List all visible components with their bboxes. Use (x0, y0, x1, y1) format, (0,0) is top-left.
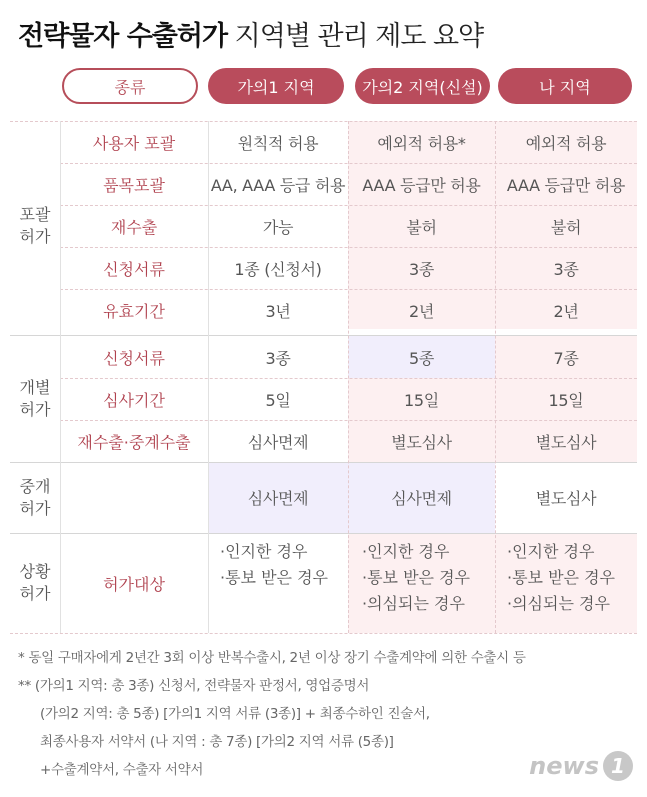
table-cell: 5종 (408, 348, 435, 368)
table-cell: 3종 (265, 348, 291, 368)
row-label: 재수출·중계수출 (77, 432, 191, 452)
footnote: * 동일 구매자에게 2년간 3회 이상 반복수출시, 2년 이상 장기 수출계약에 의한 수출시 등 (18, 650, 526, 666)
row-label: 허가대상 (103, 574, 165, 594)
header-region3: 나 지역 (498, 68, 632, 104)
footnotes (18, 644, 526, 784)
table-cell: 심사면제 (247, 432, 309, 452)
table-cell: 3년 (265, 301, 291, 321)
group-label-situation: 상황 허가 (19, 562, 51, 603)
group-label-comprehensive: 포괄 허가 (19, 205, 51, 246)
row-label (60, 462, 208, 533)
bullet-item: ·통보 받은 경우 (362, 568, 470, 587)
table-cell: 15일 (548, 390, 584, 410)
table-cell: AAA 등급만 허용 (506, 175, 626, 195)
bullet-item: ·인지한 경우 (362, 542, 450, 561)
table-cell: 심사면제 (391, 489, 452, 508)
row-label: 품목포괄 (103, 175, 165, 195)
table-cell: 2년 (553, 301, 579, 321)
row-label: 신청서류 (103, 259, 165, 279)
row-label: 사용자 포괄 (92, 133, 176, 153)
bullet-item: ·인지한 경우 (220, 542, 308, 561)
group-label-brokering: 중개 허가 (19, 476, 51, 518)
table-cell: 가능 (262, 217, 294, 237)
row-label: 유효기간 (103, 301, 165, 321)
table-cell: 15일 (404, 390, 439, 410)
table-cell: 불허 (550, 217, 582, 237)
bullet-list (220, 539, 328, 591)
table-cell: 5일 (265, 390, 291, 410)
table-cell: 3종 (553, 259, 579, 279)
logo-mark: 1 (603, 751, 633, 781)
bullet-item: ·의심되는 경우 (507, 594, 610, 613)
header-region1: 가의1 지역 (208, 68, 344, 104)
table-cell: 별도심사 (535, 432, 597, 452)
table-cell: 별도심사 (391, 432, 452, 452)
footnote: +수출계약서, 수출자 서약서 (40, 762, 204, 778)
table-cell: AA, AAA 등급 허용 (210, 175, 346, 195)
page-title (18, 14, 483, 53)
row-label: 재수출 (110, 217, 158, 237)
table-cell: 원칙적 허용 (237, 133, 319, 153)
header-region2: 가의2 지역(신설) (355, 68, 490, 104)
footnote: 최종사용자 서약서 (나 지역 : 총 7종) [가의2 지역 서류 (5종)] (40, 734, 394, 750)
header-category: 종류 (62, 68, 198, 104)
bullet-list (507, 539, 615, 617)
row-label: 심사기간 (103, 390, 165, 410)
bullet-item: ·인지한 경우 (507, 542, 595, 561)
title-light: 지역별 관리 제도 요약 (234, 21, 484, 52)
table-cell: 별도심사 (535, 489, 597, 508)
bullet-item: ·의심되는 경우 (362, 594, 465, 613)
table-cell: 예외적 허용* (377, 133, 466, 153)
table-cell: 예외적 허용 (525, 133, 607, 153)
footnote: (가의2 지역: 총 5종) [가의1 지역 서류 (3종)] + 최종수하인 진술서, (40, 706, 430, 722)
footnote: ** (가의1 지역: 총 3종) 신청서, 전략물자 판정서, 영업증명서 (18, 678, 370, 694)
comparison-table (10, 121, 637, 633)
group-label-individual: 개별 허가 (19, 377, 51, 419)
table-cell: AAA 등급만 허용 (362, 175, 481, 195)
table-cell: 7종 (553, 348, 579, 368)
table-cell: 심사면제 (247, 489, 309, 508)
table-cell: 1종 (신청서) (234, 259, 322, 279)
news1-logo (529, 751, 633, 781)
title-bold: 전략물자 수출허가 (18, 21, 228, 52)
table-cell: 불허 (406, 217, 437, 237)
row-label: 신청서류 (103, 348, 165, 368)
table-cell: 2년 (408, 301, 435, 321)
logo-text: news (529, 752, 599, 780)
bullet-item: ·통보 받은 경우 (220, 568, 328, 587)
table-cell: 3종 (408, 259, 435, 279)
bullet-list (362, 539, 470, 617)
bullet-item: ·통보 받은 경우 (507, 568, 615, 587)
